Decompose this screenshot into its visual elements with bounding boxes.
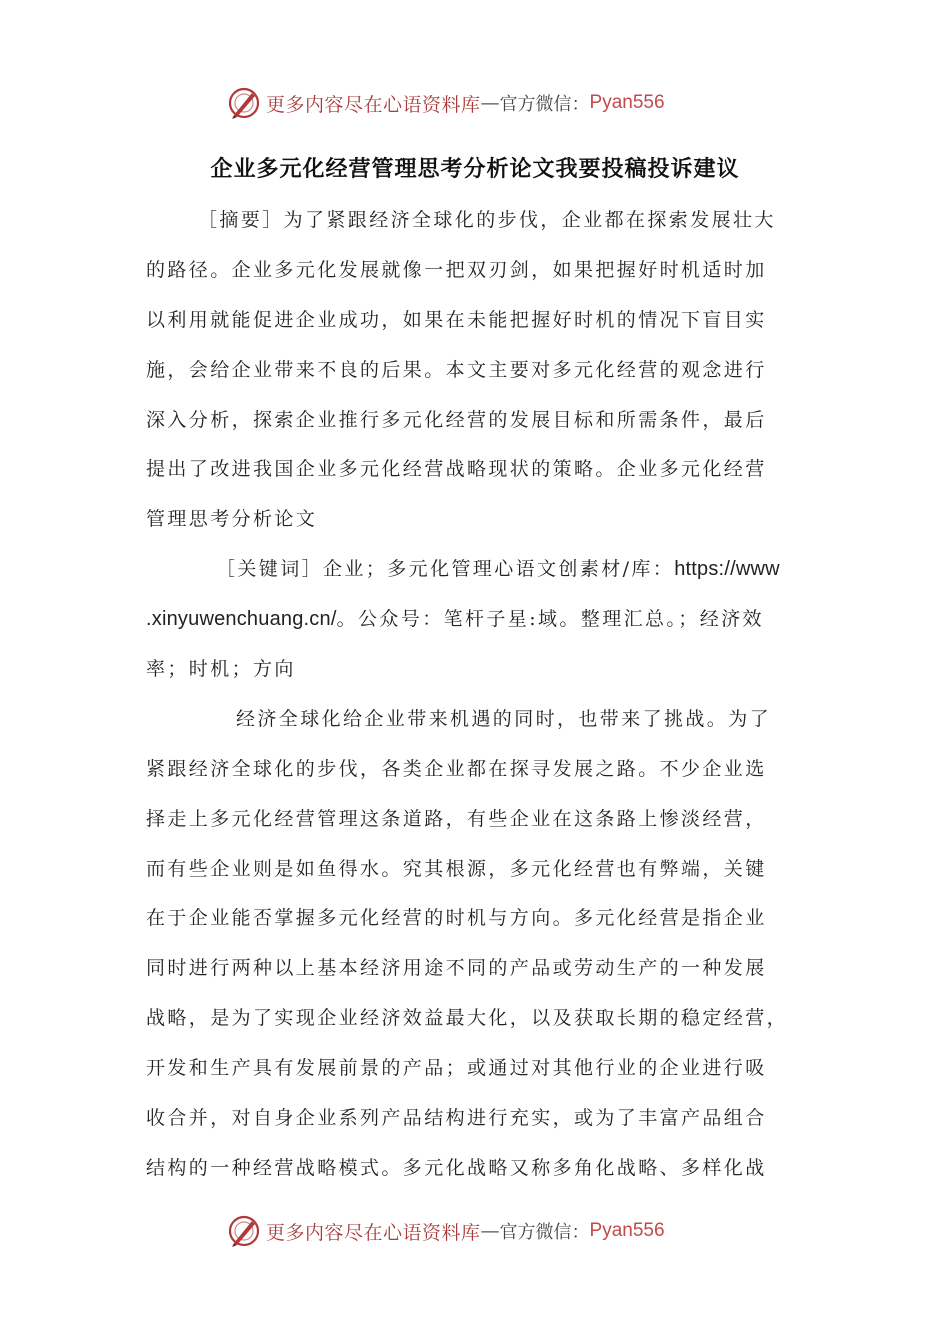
footer-banner [226, 1211, 746, 1251]
banner-wechat-label: 官方微信： [499, 1222, 590, 1243]
text-line-content: 以利用就能促进企业成功，如果在未能把握好时机的情况下盲目实 [146, 308, 767, 331]
text-line [146, 845, 810, 895]
text-line-content: 紧跟经济全球化的步伐，各类企业都在探寻发展之路。不少企业选 [146, 757, 767, 780]
text-line-content: 收合并，对自身企业系列产品结构进行充实，或为了丰富产品组合 [146, 1107, 767, 1130]
document-body [146, 196, 810, 1194]
text-line [146, 944, 810, 994]
banner-wechat-id: Pyan556 [589, 92, 665, 113]
text-line-content: 施，会给企业带来不良的后果。本文主要对多元化经营的观念进行 [146, 358, 767, 381]
text-line-content: 深入分析，探索企业推行多元化经营的发展目标和所需条件，最后 [146, 408, 767, 431]
text-line [146, 246, 810, 296]
text-line-content: 同时进行两种以上基本经济用途不同的产品或劳动生产的一种发展 [146, 957, 767, 980]
text-line-content: 在于企业能否掌握多元化经营的时机与方向。多元化经营是指企业 [146, 907, 767, 930]
text-line-content: 开发和生产具有发展前景的产品；或通过对其他行业的企业进行吸 [146, 1057, 767, 1080]
text-line [146, 1144, 810, 1194]
banner-text: 更多内容尽在心语资料库 [266, 1221, 481, 1244]
text-line-content: ［关键词］企业；多元化管理心语文创素材/库： [216, 558, 675, 581]
pen-logo-icon [226, 85, 262, 121]
text-line-content: 结构的一种经营战略模式。多元化战略又称多角化战略、多样化战 [146, 1156, 767, 1179]
document-title: 企业多元化经营管理思考分析论文我要投稿投诉建议 [210, 156, 740, 182]
text-line-content: 而有些企业则是如鱼得水。究其根源，多元化经营也有弊端，关键 [146, 857, 767, 880]
banner-wechat-id: Pyan556 [589, 1220, 665, 1241]
text-line [146, 745, 810, 795]
text-line [146, 445, 810, 495]
text-line [146, 396, 810, 446]
text-line-content: 。公众号：笔杆子星:域。整理汇总。；经济效 [336, 608, 764, 631]
text-line-content: 提出了改进我国企业多元化经营战略现状的策略。企业多元化经营 [146, 458, 767, 481]
banner-separator: — [480, 1220, 500, 1242]
text-line-content: 战略，是为了实现企业经济效益最大化，以及获取长期的稳定经营， [146, 1007, 789, 1030]
banner-text: 更多内容尽在心语资料库 [266, 93, 481, 116]
text-line [146, 495, 810, 545]
text-line [146, 994, 810, 1044]
text-line [146, 894, 810, 944]
text-line [146, 545, 810, 595]
text-line [146, 346, 810, 396]
text-line [146, 1044, 810, 1094]
text-line-content: 择走上多元化经营管理这条道路，有些企业在这条路上惨淡经营， [146, 807, 767, 830]
banner-separator: — [480, 92, 500, 114]
header-banner [226, 83, 746, 123]
text-line-content: 的路径。企业多元化发展就像一把双刃剑，如果把握好时机适时加 [146, 258, 767, 281]
text-line-url: .xinyuwenchuang.cn/ [146, 608, 337, 631]
text-line-url: https://www [674, 558, 780, 581]
text-line [146, 645, 810, 695]
text-line [146, 795, 810, 845]
text-line [146, 1094, 810, 1144]
text-line [146, 196, 810, 246]
text-line-content: 率；时机；方向 [146, 658, 296, 681]
text-line-content: ［摘要］为了紧跟经济全球化的步伐，企业都在探索发展壮大 [198, 209, 776, 231]
text-line-content: 经济全球化给企业带来机遇的同时，也带来了挑战。为了 [236, 707, 772, 730]
pen-logo-icon [226, 1213, 262, 1249]
text-line [146, 695, 810, 745]
text-line [146, 595, 810, 645]
text-line-content: 管理思考分析论文 [146, 508, 318, 531]
text-line [146, 296, 810, 346]
banner-wechat-label: 官方微信： [499, 94, 590, 115]
